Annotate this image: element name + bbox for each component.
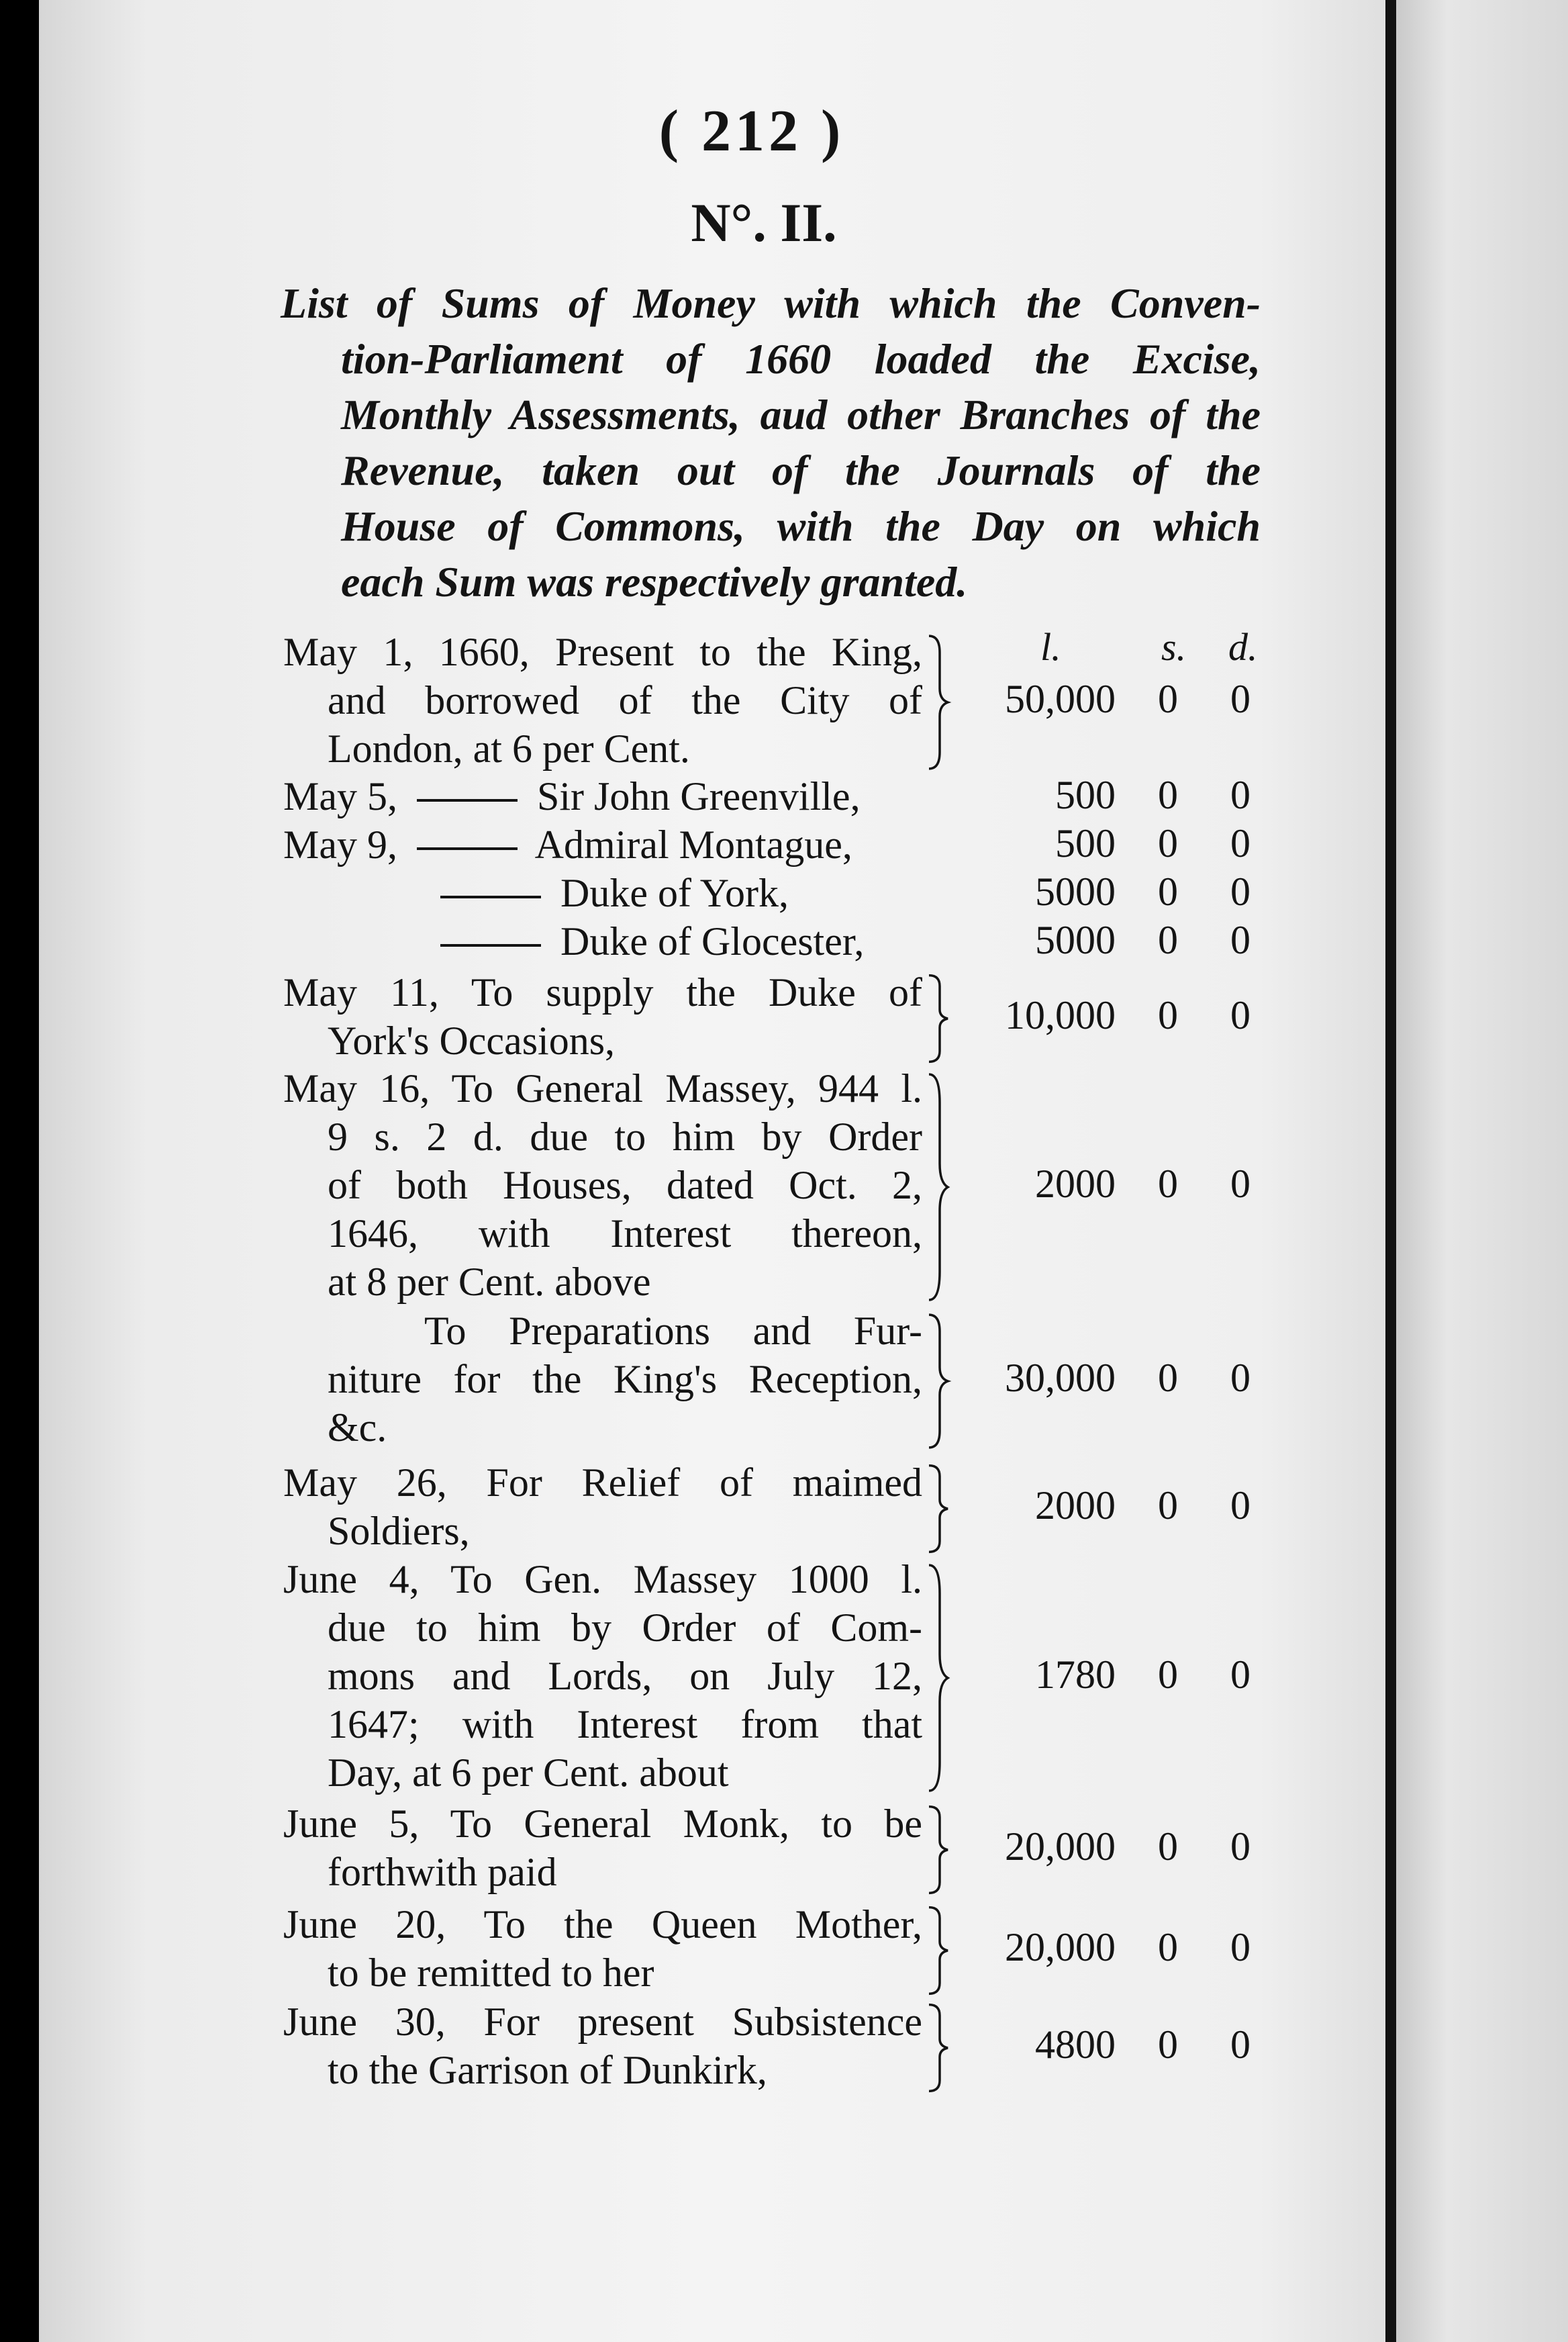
ledger-entry [0, 1064, 1568, 1306]
entry-description [283, 821, 922, 869]
entry-line: at 8 per Cent. above [328, 1260, 651, 1304]
amount-pence: 0 [1230, 918, 1251, 962]
amount-shillings: 0 [1158, 2022, 1178, 2067]
entry-line: niture for the King's Reception, [328, 1357, 922, 1401]
amount-pence: 0 [1230, 821, 1251, 865]
entry-description [283, 772, 922, 821]
ledger-entry [0, 1307, 1568, 1452]
entry-line: of both Houses, dated Oct. 2, [328, 1163, 922, 1207]
title-line: Monthly Assessments, aud other Branches of the [341, 391, 1261, 438]
amount-shillings: 0 [1158, 993, 1178, 1037]
amount-shillings: 0 [1158, 1356, 1178, 1400]
amount-pounds: 500 [1055, 773, 1116, 817]
amount-shillings: 0 [1158, 773, 1178, 817]
ditto-dash [417, 847, 518, 850]
title-line: List of Sums of Money with which the Conven- [281, 279, 1261, 327]
entry-line: mons and Lords, on July 12, [328, 1654, 922, 1698]
pounds-header: l. [1040, 625, 1061, 669]
ditto-dash [417, 799, 518, 802]
entry-line: and borrowed of the City of [328, 678, 922, 722]
ditto-dash [440, 944, 541, 947]
ditto-dash [440, 896, 541, 898]
entry-line: due to him by Order of Com- [328, 1605, 922, 1650]
entry-line: June 5, To General Monk, to be [283, 1801, 922, 1846]
amount-pounds: 20,000 [1005, 1824, 1116, 1869]
amount-shillings: 0 [1158, 1162, 1178, 1206]
amount-pence: 0 [1230, 1652, 1251, 1697]
pence-header: d. [1228, 625, 1258, 669]
entry-line: 9 s. 2 d. due to him by Order [328, 1115, 922, 1159]
entry-line: Duke of York, [283, 869, 922, 917]
amount-pence: 0 [1230, 1925, 1251, 1969]
amount-shillings: 0 [1158, 918, 1178, 962]
ledger-entry [0, 1900, 1568, 1997]
entry-description [283, 1555, 922, 1797]
entry-line: May 1, 1660, Present to the King, [283, 630, 922, 674]
ledger-entry [0, 869, 1568, 917]
entry-line: May 26, For Relief of maimed [283, 1460, 922, 1505]
amount-shillings: 0 [1158, 677, 1178, 721]
entry-line: to be remitted to her [328, 1951, 654, 1995]
entry-line: 1646, with Interest thereon, [328, 1211, 922, 1256]
amount-shillings: 0 [1158, 1483, 1178, 1528]
entry-description [283, 1458, 922, 1555]
amount-pence: 0 [1230, 773, 1251, 817]
amount-pence: 0 [1230, 1483, 1251, 1528]
amount-pounds: 500 [1055, 821, 1116, 865]
amount-pence: 0 [1230, 1356, 1251, 1400]
title-line: House of Commons, with the Day on which [341, 502, 1261, 550]
ledger-entry [0, 628, 1568, 773]
amount-pounds: 10,000 [1005, 993, 1116, 1037]
ledger-entry [0, 821, 1568, 869]
entry-line: May 11, To supply the Duke of [283, 970, 922, 1015]
entry-description [283, 869, 922, 917]
entry-description [283, 1799, 922, 1896]
amount-shillings: 0 [1158, 870, 1178, 914]
amount-shillings: 0 [1158, 1652, 1178, 1697]
entry-line: May 5, Sir John Greenville, [283, 774, 861, 818]
amount-shillings: 0 [1158, 1925, 1178, 1969]
amount-pence: 0 [1230, 1824, 1251, 1869]
entry-line: &c. [328, 1405, 387, 1450]
entry-line: June 20, To the Queen Mother, [283, 1902, 922, 1947]
ledger-entry [0, 1998, 1568, 2094]
entry-line: June 4, To Gen. Massey 1000 l. [283, 1557, 922, 1601]
amount-pounds: 4800 [1035, 2022, 1116, 2067]
entry-description [283, 968, 922, 1065]
entry-line: May 9, Admiral Montague, [283, 823, 852, 867]
amount-pounds: 5000 [1035, 918, 1116, 962]
section-heading: N°. II. [691, 192, 837, 253]
amount-pounds: 50,000 [1005, 677, 1116, 721]
page-number: ( 212 ) [658, 99, 845, 164]
title-line: Revenue, taken out of the Journals of the [341, 447, 1261, 494]
entry-line: May 16, To General Massey, 944 l. [283, 1066, 922, 1111]
entry-line: York's Occasions, [328, 1019, 616, 1063]
amount-pence: 0 [1230, 1162, 1251, 1206]
ledger-entry [0, 1555, 1568, 1797]
entry-line: 1647; with Interest from that [328, 1702, 922, 1746]
amount-pounds: 2000 [1035, 1483, 1116, 1528]
entry-description [283, 1064, 922, 1306]
entry-line: London, at 6 per Cent. [328, 727, 690, 771]
ledger-entry [0, 968, 1568, 1065]
amount-pence: 0 [1230, 2022, 1251, 2067]
entry-line: To Preparations and Fur- [424, 1309, 922, 1353]
ledger-entry [0, 1799, 1568, 1896]
amount-pence: 0 [1230, 677, 1251, 721]
amount-pence: 0 [1230, 870, 1251, 914]
amount-pounds: 1780 [1035, 1652, 1116, 1697]
entry-description [283, 1307, 922, 1452]
entry-description [283, 917, 922, 966]
amount-shillings: 0 [1158, 1824, 1178, 1869]
entry-line: Soldiers, [328, 1509, 470, 1553]
amount-pounds: 20,000 [1005, 1925, 1116, 1969]
entry-line: forthwith paid [328, 1850, 557, 1894]
entry-description [283, 1998, 922, 2094]
entry-line: to the Garrison of Dunkirk, [328, 2048, 767, 2092]
amount-pence: 0 [1230, 993, 1251, 1037]
entry-line: June 30, For present Subsistence [283, 2000, 922, 2044]
shillings-header: s. [1161, 625, 1187, 669]
amount-pounds: 30,000 [1005, 1356, 1116, 1400]
title-line: tion-Parliament of 1660 loaded the Excise, [341, 335, 1261, 383]
amount-pounds: 5000 [1035, 870, 1116, 914]
ledger-entry [0, 917, 1568, 966]
entry-line: Duke of Glocester, [283, 917, 922, 966]
title-line: each Sum was respectively granted. [341, 558, 968, 606]
entry-description [283, 628, 922, 773]
ledger-entry [0, 1458, 1568, 1555]
entry-line: Day, at 6 per Cent. about [328, 1750, 729, 1795]
amount-shillings: 0 [1158, 821, 1178, 865]
ledger-entry [0, 772, 1568, 821]
list-title [281, 275, 1261, 610]
amount-pounds: 2000 [1035, 1162, 1116, 1206]
entry-description [283, 1900, 922, 1997]
